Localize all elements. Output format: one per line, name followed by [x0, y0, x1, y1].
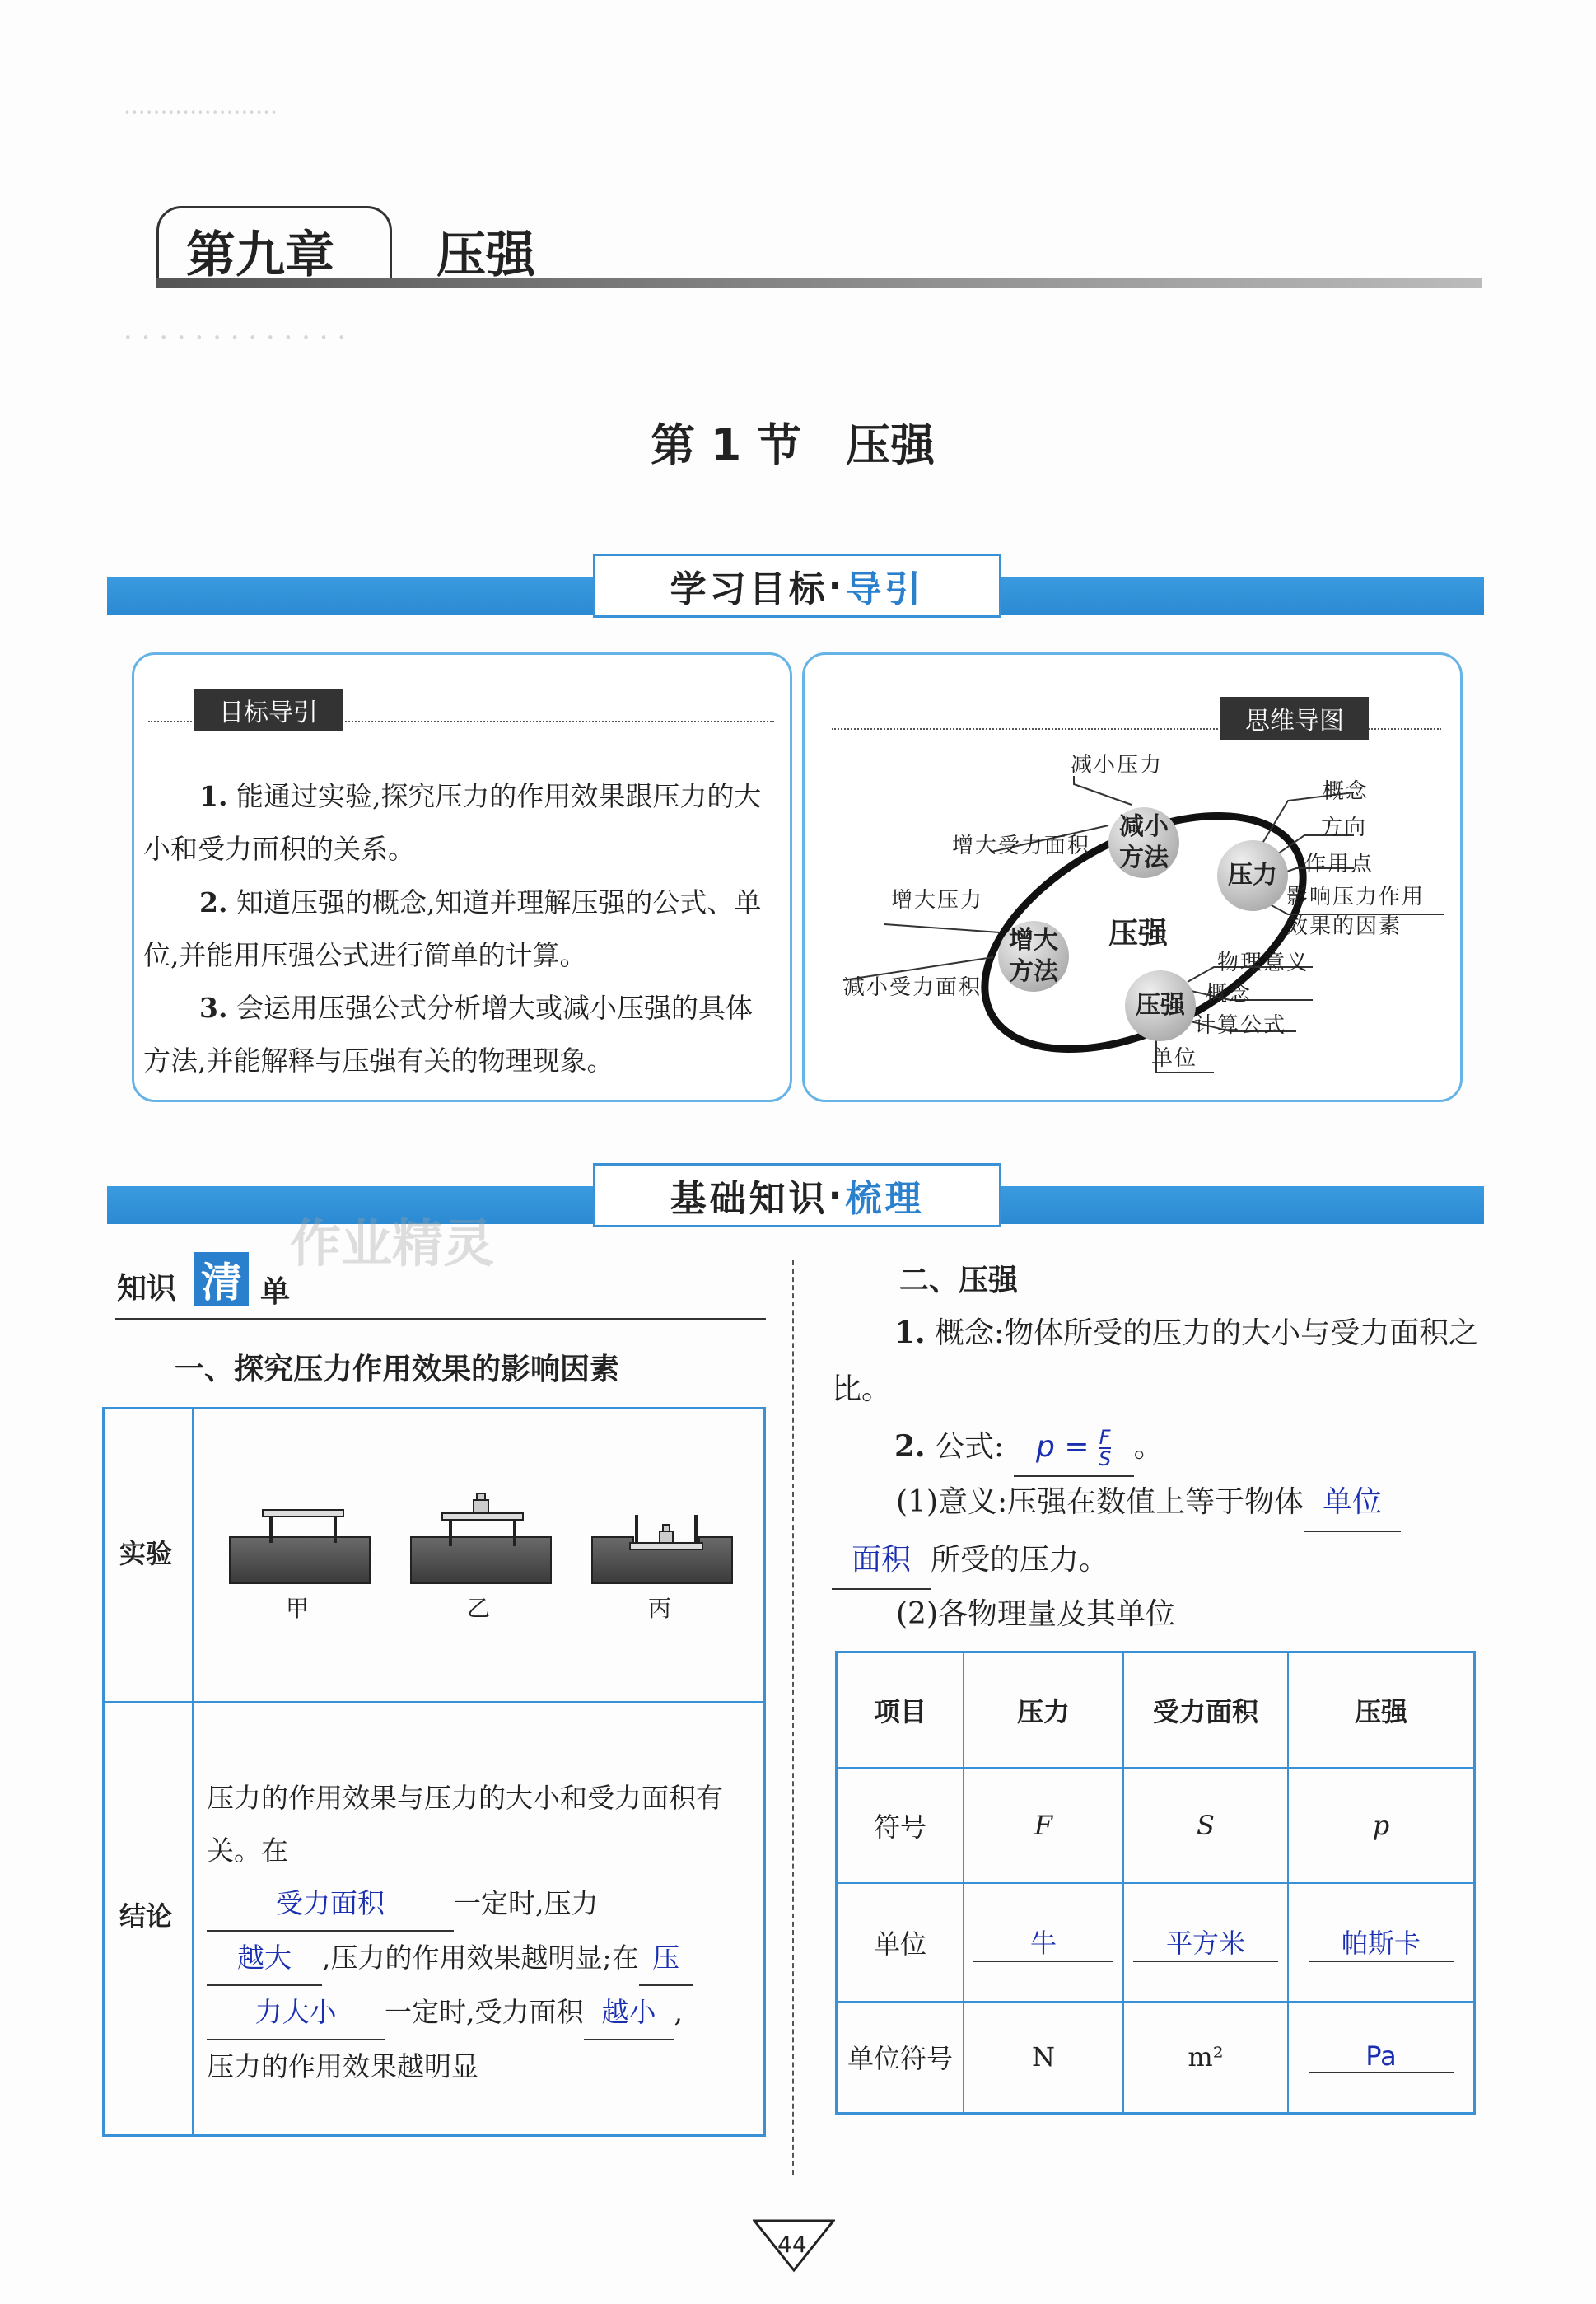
mm-label: 增大压力 [891, 888, 984, 913]
answer-blank: 平方米 [1133, 1923, 1278, 1962]
answer-blank: Pa [1309, 2040, 1454, 2073]
experiment-table [102, 1407, 766, 2137]
answer-blank: 帕斯卡 [1309, 1923, 1454, 1962]
table-header: 压力 [964, 1652, 1123, 1768]
mm-label: 增大受力面积 [952, 834, 1091, 858]
table-header: 项目 [837, 1652, 964, 1768]
goal-item: 1. 能通过实验,探究压力的作用效果跟压力的大小和受力面积的关系。 [143, 780, 762, 865]
section-title: 第 1 节 压强 [651, 419, 936, 471]
conclusion-text: 压力的作用效果与压力的大小和受力面积有关。在 受力面积 一定时,压力 越大 ,压力的作用效果越明显;在 压 力大小 一定时,受力面积 越小 , 压力的作用效果越明显 [207, 1782, 723, 2082]
chapter-header [156, 206, 1482, 297]
formula-answer: p = $\frac{F}{S}$ [1014, 1419, 1134, 1477]
goals-tag: 目标导引 [194, 689, 343, 731]
formula-line: 2. 公式: p = $\frac{F}{S}$ 。 [894, 1418, 1164, 1477]
row-label-conclusion: 结论 [119, 1900, 173, 1932]
banner-goals: 学习目标 · 导引 [593, 554, 1001, 618]
watermark: 作业精灵 [290, 1213, 495, 1274]
mm-label: 物理意义 [1217, 951, 1310, 975]
banner-basics: 基础知识 · 梳理 [593, 1163, 1001, 1227]
answer-blank: 越小 [584, 1986, 674, 2040]
row-label-experiment: 实验 [119, 1538, 173, 1569]
meaning-line: (1)意义:压强在数值上等于物体 单位 面积 所受的压力。 [832, 1474, 1491, 1590]
knowledge-list-header: 知识 清 单 [115, 1252, 766, 1318]
mm-label: 减小受力面积 [843, 975, 982, 1000]
mm-label: 影响压力作用 [1286, 885, 1426, 909]
answer-blank: 压 [639, 1932, 693, 1986]
table-header: 受力面积 [1123, 1652, 1288, 1768]
answer-blank: 力大小 [207, 1986, 385, 2040]
part2-title: 二、压强 [899, 1264, 1019, 1297]
mindmap-node-pressure: 压强 [1125, 970, 1196, 1041]
goal-item: 3. 会运用压强公式分析增大或减小压强的具体方法,并能解释与压强有关的物理现象。 [143, 992, 753, 1077]
mindmap-node-reduce: 减小方法 [1108, 807, 1179, 878]
mm-label: 效果的因素 [1286, 914, 1402, 939]
answer-blank: 面积 [832, 1532, 931, 1590]
caption-yi: 乙 [467, 1595, 491, 1622]
chapter-title: 压强 [436, 227, 535, 284]
mm-label: 概念 [1206, 982, 1253, 1007]
page-number: 44 [777, 2231, 807, 2258]
mm-label: 计算公式 [1194, 1013, 1287, 1038]
caption-jia: 甲 [286, 1595, 310, 1622]
mm-label: 概念 [1323, 779, 1370, 804]
mindmap-center: 压强 [1108, 917, 1169, 951]
answer-blank: 越大 [207, 1932, 322, 1986]
mm-label: 方向 [1321, 816, 1368, 840]
table-row: 单位 牛 平方米 帕斯卡 [837, 1883, 1475, 2002]
units-table [835, 1651, 1476, 2115]
concept-line: 1. 概念:物体所受的压力的大小与受力面积之比。 [832, 1316, 1479, 1406]
goal-item: 2. 知道压强的概念,知道并理解压强的公式、单位,并能用压强公式进行简单的计算。 [143, 886, 762, 971]
column-divider [792, 1260, 794, 2175]
answer-blank: 牛 [973, 1923, 1113, 1962]
mindmap-tag: 思维导图 [1220, 697, 1369, 740]
mm-label: 单位 [1151, 1046, 1198, 1071]
answer-blank: 单位 [1304, 1474, 1401, 1532]
mindmap-node-force: 压力 [1217, 840, 1288, 911]
table-row: 单位符号 N m² Pa [837, 2002, 1475, 2114]
table-header: 压强 [1288, 1652, 1475, 1768]
mindmap-node-increase: 增大方法 [998, 921, 1069, 992]
caption-bing: 丙 [648, 1595, 672, 1622]
units-title: (2)各物理量及其单位 [896, 1597, 1175, 1631]
part1-title: 一、探究压力作用效果的影响因素 [175, 1353, 620, 1386]
chapter-label: 第九章 [186, 227, 334, 284]
mm-label: 减小压力 [1071, 753, 1164, 778]
table-row: 符号 F S p [837, 1768, 1475, 1883]
answer-blank: 受力面积 [207, 1877, 454, 1932]
mm-label: 作用点 [1304, 852, 1374, 876]
